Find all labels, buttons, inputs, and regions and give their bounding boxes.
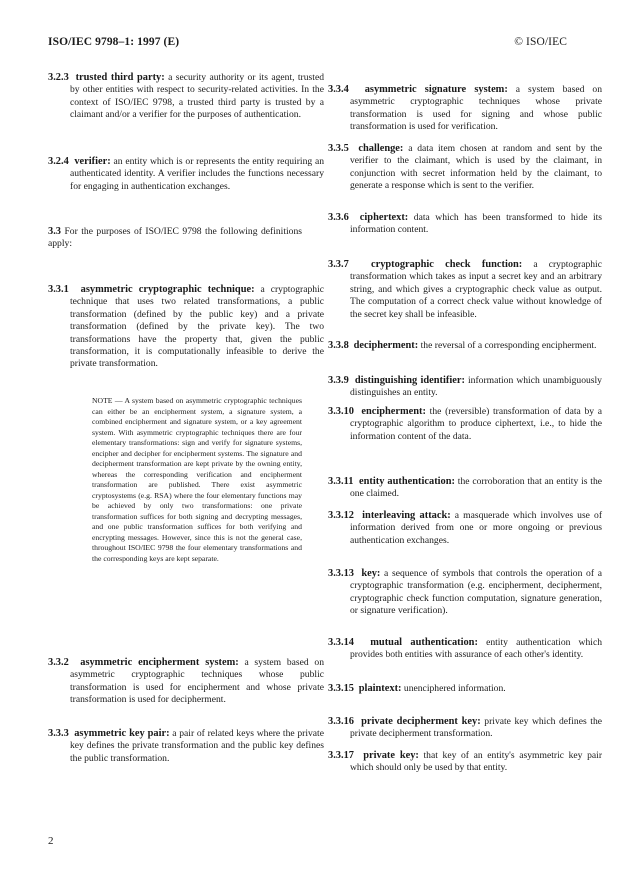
definition-text: that key of an entity's asymmetric key pair which should only be used by that entity. bbox=[350, 750, 603, 774]
definition-3-3-9 bbox=[328, 375, 602, 400]
term: plaintext: bbox=[358, 683, 402, 694]
clause-number: 3.3.2 bbox=[48, 657, 69, 668]
clause-number: 3.3.17 bbox=[328, 750, 354, 761]
clause-number: 3.3.5 bbox=[328, 143, 349, 154]
term: verifier: bbox=[74, 156, 111, 167]
definition-text: information which unambiguously distinguishes an entity. bbox=[350, 375, 602, 399]
clause-number: 3.3.14 bbox=[328, 637, 354, 648]
term: key: bbox=[361, 568, 381, 579]
definition-text: the corroboration that an entity is the one claimed. bbox=[350, 476, 603, 500]
definition-text: a system based on asymmetric cryptographic techniques whose private transformation is used for signing and whose public transformation is used for verification. bbox=[350, 84, 602, 133]
term: distinguishing identifier: bbox=[354, 375, 465, 386]
intro-text: For the purposes of ISO/IEC 9798 the following definitions apply: bbox=[48, 226, 302, 250]
definition-3-3-16 bbox=[328, 716, 602, 741]
term: private decipherment key: bbox=[361, 716, 481, 727]
definition-3-3-12 bbox=[328, 510, 602, 547]
definitions-intro bbox=[48, 226, 302, 251]
definition-3-3-11 bbox=[328, 476, 602, 501]
definition-text: a sequence of symbols that controls the operation of a cryptographic transformation (e.g. encipherment, decipherment, cryptographic check function computation, signature generation, or signature verification). bbox=[350, 568, 602, 617]
standard-id: ISO/IEC 9798–1: 1997 (E) bbox=[48, 36, 180, 48]
clause-number: 3.3 bbox=[48, 226, 61, 237]
term: asymmetric cryptographic technique: bbox=[80, 284, 255, 295]
clause-number: 3.3.4 bbox=[328, 84, 349, 95]
clause-number: 3.3.3 bbox=[48, 728, 69, 739]
definition-3-3-7 bbox=[328, 259, 602, 321]
term: decipherment: bbox=[353, 340, 419, 351]
definition-3-3-8 bbox=[328, 340, 602, 352]
clause-number: 3.3.15 bbox=[328, 683, 354, 694]
term: trusted third party: bbox=[75, 72, 165, 83]
clause-number: 3.3.7 bbox=[328, 259, 349, 270]
definition-3-3-6 bbox=[328, 212, 602, 237]
copyright: © ISO/IEC bbox=[514, 36, 567, 48]
term: encipherment: bbox=[361, 406, 426, 417]
clause-number: 3.3.8 bbox=[328, 340, 349, 351]
term: asymmetric encipherment system: bbox=[80, 657, 239, 668]
definition-text: a masquerade which involves use of information derived from one or more ongoing or previous authentication exchanges. bbox=[350, 510, 603, 546]
definition-3-3-3 bbox=[48, 728, 324, 765]
definition-3-3-1 bbox=[48, 284, 324, 371]
definition-3-3-13 bbox=[328, 568, 602, 618]
clause-number: 3.3.6 bbox=[328, 212, 349, 223]
definition-text: an entity which is or represents the entity requiring an authenticated identity. A verifier includes the functions necessary for engaging in authentication exchanges. bbox=[70, 156, 324, 192]
definition-text: a cryptographic technique that uses two related transformations, a public transformation (defined by the public key) and a private transformation (defined by the private key). The two transformations have the property that, given the public transformation, it is computationally infeasible to derive the private transformation. bbox=[70, 284, 324, 370]
term: mutual authentication: bbox=[370, 637, 478, 648]
definition-text: a system based on asymmetric cryptographic techniques whose public transformation is used for encipherment and whose private transformation is used for decipherment. bbox=[70, 657, 324, 706]
clause-number: 3.3.10 bbox=[328, 406, 354, 417]
definition-text: private key which defines the private decipherment transformation. bbox=[350, 716, 602, 740]
definition-text: unenciphered information. bbox=[403, 683, 506, 694]
definition-3-3-17 bbox=[328, 750, 602, 775]
definition-3-3-4 bbox=[328, 84, 602, 134]
term: entity authentication: bbox=[359, 476, 455, 487]
definition-text: the reversal of a corresponding encipherment. bbox=[420, 340, 597, 351]
definition-3-3-5 bbox=[328, 143, 602, 193]
clause-number: 3.2.3 bbox=[48, 72, 69, 83]
term: ciphertext: bbox=[359, 212, 409, 223]
clause-number: 3.3.16 bbox=[328, 716, 354, 727]
term: asymmetric key pair: bbox=[74, 728, 170, 739]
clause-number: 3.3.13 bbox=[328, 568, 354, 579]
term: interleaving attack: bbox=[362, 510, 451, 521]
definition-3-3-2 bbox=[48, 657, 324, 707]
definition-text: a data item chosen at random and sent by the verifier to the claimant, which is used by the claimant, in conjunction with secret information held by the claimant, to generate a response which is sent to the verifier. bbox=[350, 143, 603, 192]
definition-3-3-10 bbox=[328, 406, 602, 443]
definition-text: the (reversible) transformation of data by a cryptographic algorithm to produce ciphertext, i.e., to hide the information content of the data. bbox=[350, 406, 602, 442]
definition-text: data which has been transformed to hide its information content. bbox=[350, 212, 603, 236]
clause-number: 3.3.12 bbox=[328, 510, 354, 521]
definition-text: a security authority or its agent, trusted by other entities with respect to security-related activities. In the context of ISO/IEC 9798, a trusted third party is trusted by a claimant and/or a verifier for the purposes of authentication. bbox=[70, 72, 325, 121]
definition-text: a pair of related keys where the private key defines the private transformation and the public key defines the public transformation. bbox=[70, 728, 324, 764]
term: challenge: bbox=[358, 143, 404, 154]
definition-3-2-3 bbox=[48, 72, 324, 122]
term: cryptographic check function: bbox=[370, 259, 523, 270]
definition-3-3-15 bbox=[328, 683, 602, 695]
definition-3-3-14 bbox=[328, 637, 602, 662]
definition-3-2-4 bbox=[48, 156, 324, 193]
clause-number: 3.3.11 bbox=[328, 476, 354, 487]
term: asymmetric signature system: bbox=[364, 84, 508, 95]
clause-number: 3.2.4 bbox=[48, 156, 69, 167]
clause-number: 3.3.1 bbox=[48, 284, 69, 295]
note: NOTE — A system based on asymmetric cryptographic techniques can either be an encipherment system, a signature system, a combined encipherment and signature system, or a key agreement system. With asymmetric cryptographic techniques there are four elementary transformations: sign and verify for signature systems, encipher and decipher for encipherment systems. The signature and decipherment transformation are kept private by the owning entity, whereas the corresponding verification and encipherment transformation are published. There exist asymmetric cryptosystems (e.g. RSA) where the four elementary functions may be achieved by only two transformations: one private transformation suffices for both signing and decrypting messages, and one public transformation suffices for both verifying and encrypting messages. However, since this is not the general case, throughout ISO/IEC 9798 the four elementary transformations and the corresponding keys are kept separate. bbox=[92, 396, 302, 563]
definition-text: a cryptographic transformation which takes as input a secret key and an arbitrary string, and which gives a cryptographic check value as output. The computation of a correct check value without knowledge of the secret key shall be infeasible. bbox=[350, 259, 602, 320]
definition-text: entity authentication which provides both entities with assurance of each other's identity. bbox=[350, 637, 603, 661]
page-number: 2 bbox=[48, 835, 54, 847]
term: private key: bbox=[363, 750, 419, 761]
clause-number: 3.3.9 bbox=[328, 375, 349, 386]
